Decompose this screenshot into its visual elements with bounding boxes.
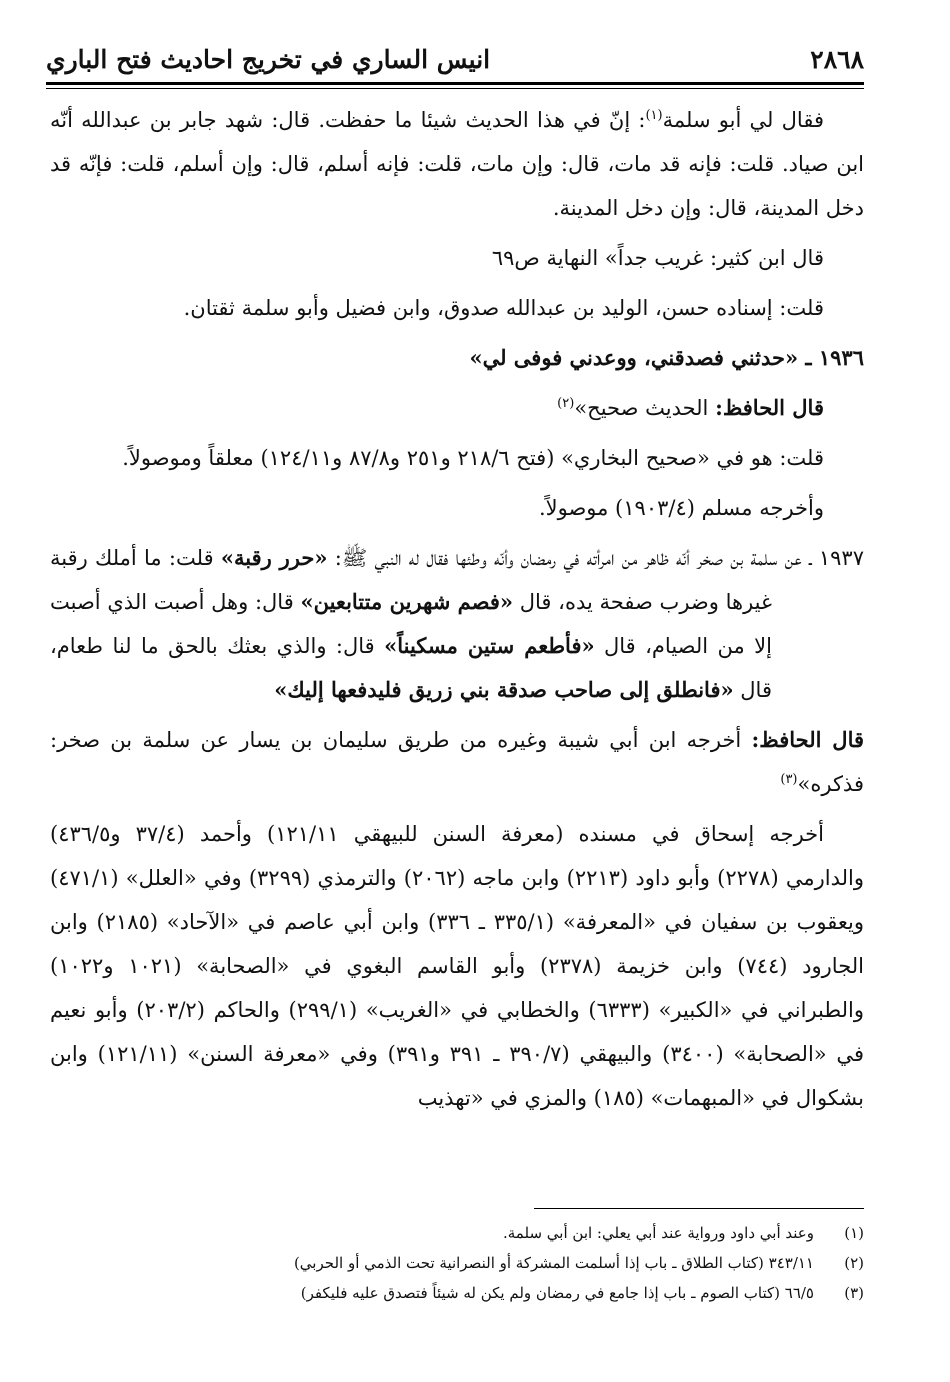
paragraph-isnad: قلت: إسناده حسن، الوليد بن عبدالله صدوق، وابن فضيل وأبو سلمة ثقتان. (183, 296, 824, 320)
footnote-ref-2: (٢) (557, 396, 575, 411)
footnote-3: (٣) ٦٦/٥ (كتاب الصوم ـ باب إذا جامع في رمضان ولم يكن له شيئاً فتصدق عليه فليكفر) (300, 1284, 864, 1302)
paragraph-takhrij: أخرجه إسحاق في مسنده (معرفة السنن للبيهقي ١٢١/١١) وأحمد (٣٧/٤ و٤٣٦/٥) والدارمي (٢٢٧٨) وأبو داود (٢٢١٣) وابن ماجه (٢٠٦٢) والترمذي (٣٢٩٩) وفي «العلل» (٤٧١/١) ويعقوب بن سفيان في «المعرفة» (٣٣٥/١ ـ ٣٣٦) وابن أبي عاصم في «الآحاد» (٢١٨٥) وابن الجارود (٧٤٤) وابن خزيمة (٢٣٧٨) وأبو القاسم البغوي في «الصحابة» (١٠٢١ و١٠٢٢) والطبراني في «الكبير» (٦٣٣٣) والخطابي في «الغريب» (٢٩٩/١) والحاكم (٢٠٣/٢) وأبو نعيم في «الصحابة» (٣٤٠٠) والبيهقي (٣٩٠/٧ ـ ٣٩١ و٣٩١) وفي «معرفة السنن» (١٢١/١١) وابن بشكوال في «المبهمات» (١٨٥) والمزي في «تهذيب (50, 822, 864, 1110)
paragraph-bukhari: قلت: هو في «صحيح البخاري» (فتح ٢١٨/٦ و٢٥١ و٨٧/٨ و١٢٤/١١) معلقاً وموصولاً. (122, 446, 824, 470)
paragraph-hafiz-1937: قال الحافظ: أخرجه ابن أبي شيبة وغيره من طريق سليمان بن يسار عن سلمة بن صخر: فذكره»$^{(٣)}$ (50, 727, 865, 796)
hafiz-label: قال الحافظ: (751, 727, 865, 752)
paragraph-hafiz-1936: قال الحافظ: الحديث صحيح»$^{(٢)}$ (557, 395, 824, 420)
footnotes (120, 1218, 864, 1308)
book-title: انيس الساري في تخريج احاديث فتح الباري (46, 44, 491, 74)
footnote-1: (١) وعند أبي داود ورواية عند أبي يعلي: ابن أبي سلمة. (503, 1224, 864, 1242)
hafiz-label: قال الحافظ: (715, 395, 824, 420)
footnote-ref-1: (١) (645, 108, 663, 123)
hadith-1937: ١٩٣٧ ـ عن سلمة بن صخر أنّه ظاهر من امرأته في رمضان وأنّه وطئها فقال له النبي ﷺ: «حرر رقبة» قلت: ما أملك رقبة غيرها وضرب صفحة يده، قال «فصم شهرين متتابعين» قال: وهل أصبت الذي أصبت إلا من الصيام، قال «فأطعم ستين مسكيناً» قال: والذي بعثك بالحق ما لنا طعام، قال «فانطلق إلى صاحب صدقة بني زريق فليدفعها إليك» (50, 545, 864, 702)
hadith-heading-1936: ١٩٣٦ ـ «حدثني فصدقني، ووعدني فوفى لي» (469, 345, 864, 370)
running-header (46, 38, 864, 80)
paragraph-muslim: وأخرجه مسلم (١٩٠٣/٤) موصولاً. (538, 496, 824, 520)
header-rule (46, 82, 864, 85)
paragraph-ibn-kathir: قال ابن كثير: غريب جداً» النهاية ص٦٩ (491, 246, 824, 270)
paragraph-abu-salama: فقال لي أبو سلمة$^{(١)}$: إنّ في هذا الحديث شيئا ما حفظت. قال: شهد جابر بن عبدالله أنّه ابن صياد. قلت: فإنه قد مات، قال: وإن مات، قلت: فإنه أسلم، قال: وإن أسلم، قلت: فإنّه قد دخل المدينة، قال: وإن دخل المدينة. (50, 108, 864, 220)
footnote-2: (٢) ٣٤٣/١١ (كتاب الطلاق ـ باب إذا أسلمت المشركة أو النصرانية تحت الذمي أو الحربي) (293, 1254, 864, 1272)
footnote-rule (534, 1208, 864, 1209)
page-body (50, 98, 864, 1126)
page-number: ٢٨٦٨ (810, 44, 864, 74)
footnote-ref-3: (٣) (780, 772, 798, 787)
